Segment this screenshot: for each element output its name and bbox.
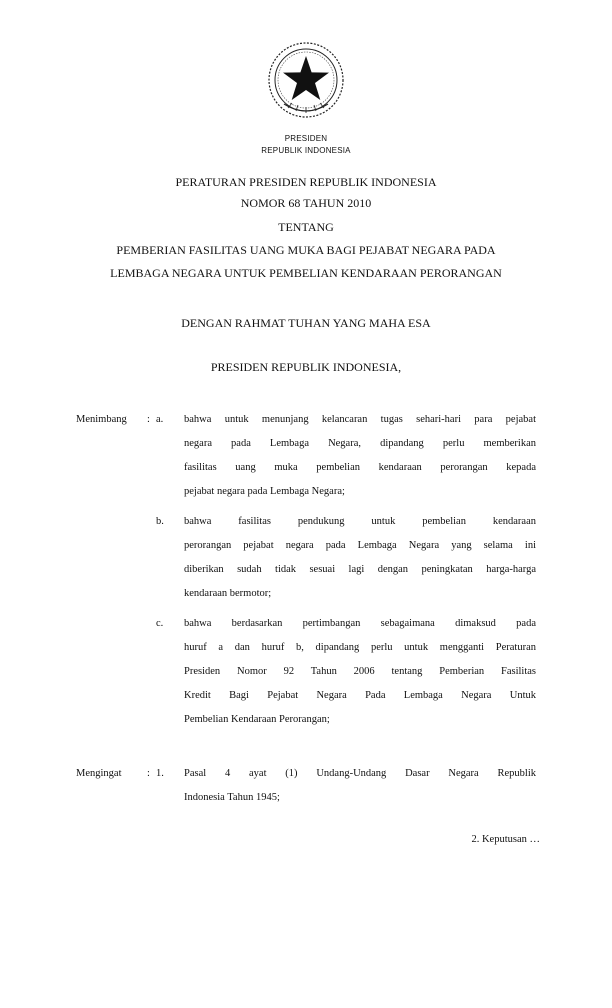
president-label: PRESIDEN	[284, 134, 328, 143]
mengingat-item-1	[184, 762, 536, 810]
menimbang-item-a	[184, 408, 536, 504]
continuation-marker: 2. Keputusan …	[471, 834, 540, 845]
menimbang-item-a-mark: a.	[156, 414, 164, 425]
republic-label: REPUBLIK INDONESIA	[261, 146, 351, 155]
menimbang-item-b-line: diberikan sudah tidak sesuai lagi dengan peningkatan harga-harga	[184, 564, 536, 575]
president-heading: PRESIDEN REPUBLIK INDONESIA,	[210, 360, 402, 374]
garuda-star-emblem	[266, 40, 346, 122]
mengingat-item-1-line: Pasal 4 ayat (1) Undang-Undang Dasar Negara Republik	[184, 768, 536, 779]
menimbang-colon: :	[147, 414, 150, 425]
regulation-subject-line-2: LEMBAGA NEGARA UNTUK PEMBELIAN KENDARAAN PERORANGAN	[110, 266, 502, 280]
menimbang-item-c-line: bahwa berdasarkan pertimbangan sebagaimana dimaksud pada	[184, 618, 536, 629]
menimbang-item-c-line: Presiden Nomor 92 Tahun 2006 tentang Pemberian Fasilitas	[184, 666, 536, 677]
mengingat-colon: :	[147, 768, 150, 779]
menimbang-item-a-line: negara pada Lembaga Negara, dipandang perlu memberikan	[184, 438, 536, 449]
mengingat-label: Mengingat	[76, 768, 122, 779]
regulation-number: NOMOR 68 TAHUN 2010	[240, 196, 372, 210]
menimbang-item-b-line: bahwa fasilitas pendukung untuk pembelian kendaraan	[184, 516, 536, 527]
menimbang-label: Menimbang	[76, 414, 127, 425]
menimbang-item-c-mark: c.	[156, 618, 164, 629]
menimbang-item-c	[184, 612, 536, 732]
menimbang-item-a-line: pejabat negara pada Lembaga Negara;	[184, 486, 345, 497]
mengingat-item-1-line: Indonesia Tahun 1945;	[184, 792, 280, 803]
mengingat-item-1-mark: 1.	[156, 768, 164, 779]
menimbang-item-c-line: huruf a dan huruf b, dipandang perlu untuk mengganti Peraturan	[184, 642, 536, 653]
menimbang-item-a-line: fasilitas uang muka pembelian kendaraan perorangan kepada	[184, 462, 536, 473]
menimbang-item-b-mark: b.	[156, 516, 164, 527]
menimbang-item-b-line: kendaraan bermotor;	[184, 588, 272, 599]
menimbang-item-b	[184, 510, 536, 606]
menimbang-item-c-line: Kredit Bagi Pejabat Negara Pada Lembaga Negara Untuk	[184, 690, 536, 701]
regulation-about: TENTANG	[278, 220, 334, 234]
menimbang-item-b-line: perorangan pejabat negara pada Lembaga Negara yang selama ini	[184, 540, 536, 551]
menimbang-item-a-line: bahwa untuk menunjang kelancaran tugas sehari-hari para pejabat	[184, 414, 536, 425]
regulation-title: PERATURAN PRESIDEN REPUBLIK INDONESIA	[175, 175, 437, 189]
menimbang-item-c-line: Pembelian Kendaraan Perorangan;	[184, 714, 330, 725]
blessing-line: DENGAN RAHMAT TUHAN YANG MAHA ESA	[181, 316, 431, 330]
regulation-subject-line-1: PEMBERIAN FASILITAS UANG MUKA BAGI PEJABAT NEGARA PADA	[116, 243, 496, 257]
